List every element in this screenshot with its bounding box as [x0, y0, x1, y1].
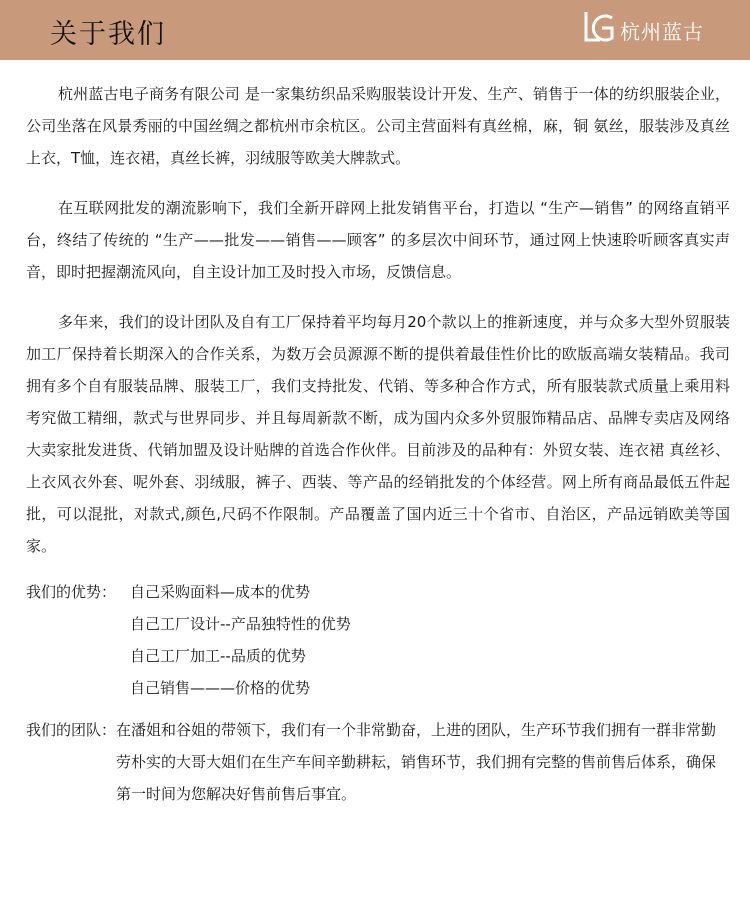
advantage-item: 自己采购面料—成本的优势	[130, 583, 311, 601]
lg-monogram-icon	[582, 8, 618, 48]
page-title: 关于我们	[50, 19, 166, 50]
advantages-section	[26, 576, 730, 704]
intro-paragraph: 杭州蓝古电子商务有限公司 是一家集纺织品采购服装设计开发、生产、销售于一体的纺织服装企业，公司坐落在风景秀丽的中国丝绸之都杭州市余杭区。公司主营面料有真丝棉，麻，铜 氨丝，服装涉及真丝上衣，T恤，连衣裙，真丝长裤，羽绒服等欧美大牌款式。	[26, 85, 730, 167]
team-label: 我们的团队：	[26, 721, 117, 739]
team-text: 在潘姐和谷姐的带领下，我们有一个非常勤奋，上进的团队，生产环节我们拥有一群非常勤劳朴实的大哥大姐们在生产车间辛勤耕耘，销售环节，我们拥有完整的售前售后体系，确保第一时间为您解决好售前售后事宜。	[116, 721, 717, 803]
advantage-item: 自己工厂设计--产品独特性的优势	[130, 615, 351, 633]
logo-text: 杭州蓝古	[620, 20, 704, 44]
team-section	[26, 714, 730, 810]
header-banner	[0, 0, 750, 60]
advantages-list	[130, 576, 730, 704]
advantage-item: 自己销售———价格的优势	[130, 679, 311, 697]
history-paragraph: 多年来，我们的设计团队及自有工厂保持着平均每月20个款以上的推新速度，并与众多大型外贸服装加工厂保持着长期深入的合作关系，为数万会员源源不断的提供着最佳性价比的欧版高端女装精品。我司拥有多个自有服装品牌、服装工厂，我们支持批发、代销、等多种合作方式，所有服装款式质量上乘用料考究做工精细，款式与世界同步、并且每周新款不断，成为国内众多外贸服饰精品店、品牌专卖店及网络大卖家批发进货、代销加盟及设计贴牌的首选合作伙伴。目前涉及的品种有：外贸女装、连衣裙 真丝衫、上衣风衣外套、呢外套、羽绒服，裤子、西装、等产品的经销批发的个体经营。网上所有商品最低五件起批，可以混批，对款式,颜色,尺码不作限制。产品覆盖了国内近三十个省市、自治区，产品远销欧美等国家。	[26, 313, 730, 555]
platform-paragraph: 在互联网批发的潮流影响下，我们全新开辟网上批发销售平台，打造以 “生产—销售” 的网络直销平台，终结了传统的 “生产——批发——销售——顾客” 的多层次中间环节，通过网上快速聆听顾客真实声音，即时把握潮流风向，自主设计加工及时投入市场，反馈信息。	[26, 199, 730, 281]
advantage-item: 自己工厂加工--品质的优势	[130, 647, 306, 665]
advantages-label: 我们的优势：	[26, 583, 117, 601]
brand-logo	[582, 8, 732, 48]
about-content	[26, 78, 730, 810]
